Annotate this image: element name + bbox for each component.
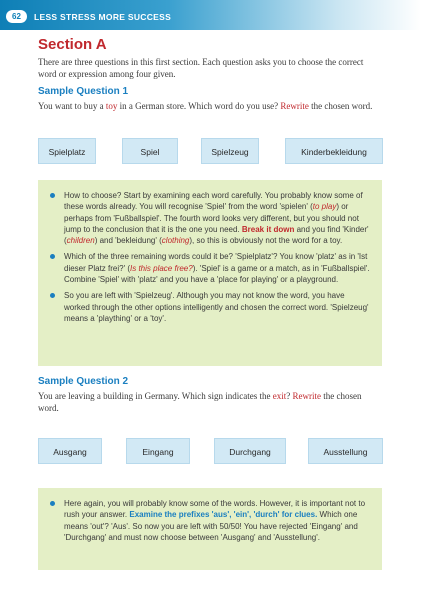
tip-text: and you find 'Kinder' (: [64, 224, 369, 246]
tip-italic: clothing: [161, 236, 190, 246]
bullet-dot-icon: [50, 193, 55, 198]
tip-bullet: [48, 190, 372, 246]
tip-italic: to play: [312, 202, 337, 212]
q1-text-part: You want to buy a: [38, 101, 106, 111]
page-number: 62: [6, 10, 27, 23]
tip-bullet: [48, 498, 372, 543]
option-spiel[interactable]: Spiel: [122, 138, 178, 164]
tip-bold: Break it down: [241, 224, 295, 234]
tip-text: Which of the three remaining words could it be? 'Spielplatz'? You know 'platz' as in 'Ist dieser Platz frei?' (: [64, 252, 368, 273]
tip-highlight: Examine the prefixes 'aus', 'ein', 'durch' for clues.: [129, 510, 318, 520]
tip-text: So you are left with 'Spielzeug'. Although you may not know the word, you have worked through the other options intelligently and chosen the correct word. 'Spielzeug' means a 'plaything' or a 'toy'.: [64, 291, 369, 323]
q1-text-part: the chosen word.: [308, 101, 373, 111]
option-spielplatz[interactable]: Spielplatz: [38, 138, 96, 164]
section-title: Section A: [38, 36, 107, 53]
intro-text: There are three questions in this first section. Each question asks you to choose the correct word or expression among four given.: [38, 57, 364, 79]
question-1-text: [38, 100, 384, 112]
tip-text: Here again, you will probably know some of the words. However, it is important not to rush your answer.: [64, 499, 366, 520]
option-ausstellung[interactable]: Ausstellung: [308, 438, 383, 464]
question-1-title: Sample Question 1: [38, 86, 129, 97]
bullet-dot-icon: [50, 293, 55, 298]
option-spielzeug[interactable]: Spielzeug: [201, 138, 259, 164]
question-2-tips-box: [38, 488, 382, 570]
tip-text: ) and 'bekleidung' (: [94, 236, 162, 246]
running-title: LESS STRESS MORE SUCCESS: [34, 12, 172, 22]
q1-rewrite-word: Rewrite: [280, 101, 309, 111]
header-bar: [0, 0, 421, 30]
question-1-tips-box: [38, 180, 382, 366]
question-2-text: [38, 390, 384, 414]
tip-bullet: [48, 251, 372, 285]
q2-text-part: You are leaving a building in Germany. Which sign indicates the: [38, 391, 273, 401]
tip-text: ) or perhaps from 'Fußballspiel'. The fourth word looks very different, but you should not jump to the conclusion that it is the one you need.: [64, 202, 359, 234]
question-2-title: Sample Question 2: [38, 376, 129, 387]
tip-text: ), so this is obviously not the word for a toy.: [189, 236, 343, 246]
q1-text-part: in a German store. Which word do you use?: [117, 101, 281, 111]
tip-italic: children: [66, 236, 95, 246]
question-2-options: [38, 438, 384, 464]
option-kinderbekleidung[interactable]: Kinderbekleidung: [285, 138, 383, 164]
tip-text: ). 'Spiel' is a game or a match, as in 'Fußballspiel'. Combine 'Spiel' with 'platz' and you have a 'place for playing' or a playground.: [64, 263, 370, 285]
q2-rewrite-word: Rewrite: [292, 391, 322, 401]
q2-text-part: ?: [286, 391, 293, 401]
tip-text: Which one means 'out'? 'Aus'. So now you are left with 50/50! You have rejected 'Eingang' and 'Durchgang' and must now choose between 'Ausgang' and 'Ausstellung'.: [64, 510, 358, 542]
q2-keyword-exit: exit: [272, 391, 287, 401]
bullet-dot-icon: [50, 501, 55, 506]
bullet-dot-icon: [50, 254, 55, 259]
tip-italic: Is this place free?: [130, 263, 193, 273]
option-durchgang[interactable]: Durchgang: [214, 438, 286, 464]
q1-keyword-toy: toy: [105, 101, 118, 111]
option-ausgang[interactable]: Ausgang: [38, 438, 102, 464]
option-eingang[interactable]: Eingang: [126, 438, 190, 464]
q2-text-part: the chosen word.: [38, 391, 362, 413]
question-1-options: [38, 138, 384, 164]
tip-text: How to choose? Start by examining each word carefully. You probably know some of these words already. You will recognise 'Spiel' from the word 'spielen' (: [64, 191, 363, 212]
tip-bullet: [48, 290, 372, 324]
